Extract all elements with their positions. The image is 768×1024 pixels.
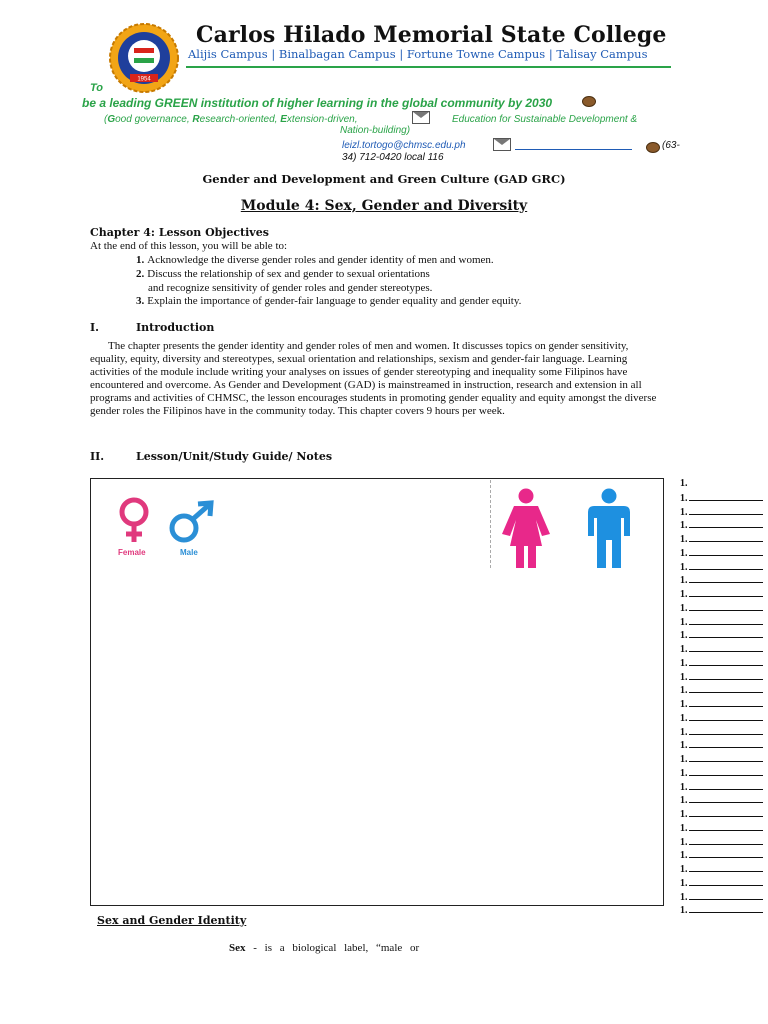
contact-underline bbox=[515, 149, 632, 150]
margin-list-item bbox=[680, 478, 688, 489]
margin-list-number: 1. bbox=[680, 547, 688, 559]
blank-answer-line bbox=[689, 836, 763, 845]
chapter-heading: Chapter 4: Lesson Objectives bbox=[90, 226, 269, 239]
margin-list-number: 1. bbox=[680, 905, 688, 917]
blank-answer-line bbox=[689, 698, 763, 707]
margin-list-item bbox=[680, 753, 763, 765]
margin-list-item bbox=[680, 739, 763, 751]
objective-item: 3. Explain the importance of gender-fair language to gender equality and gender equity. bbox=[136, 295, 522, 307]
blank-answer-line bbox=[689, 684, 763, 693]
margin-list-item bbox=[680, 506, 763, 518]
vision-prefix: To bbox=[90, 82, 104, 94]
margin-list-item bbox=[680, 849, 763, 861]
blank-answer-line bbox=[689, 547, 763, 556]
blank-answer-line bbox=[689, 671, 763, 680]
blank-answer-line bbox=[689, 588, 763, 597]
margin-list-item bbox=[680, 657, 763, 669]
margin-list-number: 1. bbox=[680, 740, 688, 752]
core-values-line: (Good governance, Research-oriented, Extension-driven, bbox=[104, 114, 358, 125]
margin-list-item bbox=[680, 863, 763, 875]
margin-list-number: 1. bbox=[680, 506, 688, 518]
margin-list-item bbox=[680, 602, 763, 614]
introduction-paragraph: The chapter presents the gender identity and gender roles of men and women. It discusses topics on gender sensitivity, equality, equity, diversity and stereotypes, sexual orientation and relationships, sexism and gender-fair language. Learning activities of the module include writing your analyses on issues of gender stereotyping and inequality some Filipinos have encountered and overcome. As Gender and Development (GAD) is mainstreamed in instruction, research and extension in all programs and activities of CHMSC, the lesson encourages students in promoting gender equality and equity amongst the diverse gender roles the Filipinos have in the community today. This chapter covers 9 hours per week. bbox=[90, 340, 657, 418]
margin-list-number: 1. bbox=[680, 767, 688, 779]
margin-list-item bbox=[680, 671, 763, 683]
envelope-icon bbox=[493, 138, 511, 151]
margin-list-number: 1. bbox=[680, 726, 688, 738]
blank-answer-line bbox=[689, 602, 763, 611]
margin-list-item bbox=[680, 904, 763, 916]
margin-list-item bbox=[680, 891, 763, 903]
margin-list-item bbox=[680, 836, 763, 848]
football-icon bbox=[646, 142, 660, 153]
objective-item: 2. Discuss the relationship of sex and gender to sexual orientations bbox=[136, 268, 430, 280]
blank-answer-line bbox=[689, 904, 763, 913]
margin-list-number: 1. bbox=[680, 644, 688, 655]
campus-list: Alijis Campus | Binalbagan Campus | Fortune Towne Campus | Talisay Campus bbox=[188, 47, 648, 61]
blank-answer-line bbox=[689, 891, 763, 900]
margin-list-number: 1. bbox=[680, 877, 688, 889]
margin-list-number: 1. bbox=[680, 712, 688, 724]
college-seal-logo bbox=[108, 22, 180, 94]
sex-definition: Sex - is a biological label, “male or bbox=[229, 942, 420, 954]
margin-list-item bbox=[680, 561, 763, 573]
margin-list-number: 1. bbox=[680, 575, 688, 587]
margin-list-item bbox=[680, 519, 763, 531]
blank-answer-line bbox=[689, 808, 763, 817]
margin-list-number: 1. bbox=[680, 671, 688, 683]
college-name: Carlos Hilado Memorial State College bbox=[196, 22, 667, 48]
blank-answer-line bbox=[689, 849, 763, 858]
blank-answer-line bbox=[689, 519, 763, 528]
blank-answer-line bbox=[689, 629, 763, 638]
margin-list-item bbox=[680, 588, 763, 600]
svg-text:1954: 1954 bbox=[137, 76, 151, 83]
margin-list-number: 1. bbox=[680, 561, 688, 573]
margin-list-number: 1. bbox=[680, 492, 688, 504]
margin-list-number: 1. bbox=[680, 520, 688, 532]
objective-item-continued: and recognize sensitivity of gender roles and gender stereotypes. bbox=[148, 282, 433, 294]
margin-list-item bbox=[680, 767, 763, 779]
female-figure-icon bbox=[500, 488, 552, 574]
margin-list-item bbox=[680, 547, 763, 559]
blank-answer-line bbox=[689, 616, 763, 625]
blank-answer-line bbox=[689, 533, 763, 542]
contact-phone-start: (63- bbox=[662, 140, 680, 151]
blank-answer-line bbox=[689, 492, 763, 501]
margin-list-item bbox=[680, 533, 763, 545]
margin-list-item bbox=[680, 629, 763, 641]
margin-list-item bbox=[680, 781, 763, 793]
margin-list-item bbox=[680, 684, 763, 696]
margin-list-number: 1. bbox=[680, 478, 688, 489]
football-icon bbox=[582, 96, 596, 107]
margin-list-item bbox=[680, 822, 763, 834]
male-symbol-icon bbox=[166, 500, 218, 550]
margin-list-number: 1. bbox=[680, 891, 688, 903]
margin-list-number: 1. bbox=[680, 822, 688, 834]
section-title-introduction: Introduction bbox=[136, 321, 215, 334]
blank-answer-line bbox=[689, 726, 763, 735]
blank-answer-line bbox=[689, 877, 763, 886]
blank-answer-line bbox=[689, 781, 763, 790]
image-divider bbox=[490, 480, 491, 568]
margin-list-number: 1. bbox=[680, 630, 688, 642]
blank-answer-line bbox=[689, 506, 763, 515]
vision-statement: be a leading GREEN institution of higher learning in the global community by 2030 bbox=[82, 96, 553, 110]
male-label: Male bbox=[180, 548, 198, 557]
blank-answer-line bbox=[689, 561, 763, 570]
blank-answer-line bbox=[689, 657, 763, 666]
margin-list-number: 1. bbox=[680, 754, 688, 765]
margin-list-item bbox=[680, 808, 763, 820]
margin-list-number: 1. bbox=[680, 809, 688, 820]
blank-answer-line bbox=[689, 767, 763, 776]
section-number: I. bbox=[90, 321, 99, 334]
margin-list-item bbox=[680, 877, 763, 889]
margin-list-item bbox=[680, 643, 763, 655]
female-label: Female bbox=[118, 548, 146, 557]
margin-list-number: 1. bbox=[680, 781, 688, 793]
margin-list-number: 1. bbox=[680, 602, 688, 614]
blank-answer-line bbox=[689, 753, 763, 762]
blank-answer-line bbox=[689, 739, 763, 748]
section-number: II. bbox=[90, 450, 105, 463]
blank-answer-line bbox=[689, 712, 763, 721]
male-figure-icon bbox=[584, 488, 634, 574]
blank-answer-line bbox=[689, 863, 763, 872]
header-divider bbox=[186, 66, 671, 68]
contact-email[interactable]: leizl.tortogo@chmsc.edu.ph bbox=[342, 140, 466, 151]
blank-answer-line bbox=[689, 643, 763, 652]
margin-list-number: 1. bbox=[680, 589, 688, 600]
margin-list-item bbox=[680, 574, 763, 586]
blank-answer-line bbox=[689, 794, 763, 803]
female-symbol-icon bbox=[114, 497, 154, 549]
section-title-lesson: Lesson/Unit/Study Guide/ Notes bbox=[136, 450, 333, 463]
margin-list-item bbox=[680, 794, 763, 806]
margin-list-number: 1. bbox=[680, 864, 688, 875]
margin-list-item bbox=[680, 698, 763, 710]
margin-list-number: 1. bbox=[680, 699, 688, 710]
module-title: Module 4: Sex, Gender and Diversity bbox=[240, 198, 528, 214]
subsection-heading: Sex and Gender Identity bbox=[97, 914, 247, 927]
envelope-icon bbox=[412, 111, 430, 124]
blank-answer-line bbox=[689, 574, 763, 583]
blank-answer-line bbox=[689, 822, 763, 831]
margin-list-number: 1. bbox=[680, 534, 688, 545]
margin-list-number: 1. bbox=[680, 685, 688, 697]
objectives-intro: At the end of this lesson, you will be able to: bbox=[90, 240, 288, 252]
objective-item: 1. Acknowledge the diverse gender roles and gender identity of men and women. bbox=[136, 254, 494, 266]
margin-list-number: 1. bbox=[680, 836, 688, 848]
margin-list-number: 1. bbox=[680, 616, 688, 628]
margin-list-item bbox=[680, 492, 763, 504]
margin-list-item bbox=[680, 616, 763, 628]
contact-phone: 34) 712-0420 local 116 bbox=[342, 152, 444, 163]
margin-list-number: 1. bbox=[680, 795, 688, 807]
margin-list-item bbox=[680, 712, 763, 724]
core-values-line-2: Education for Sustainable Development & bbox=[452, 114, 638, 125]
margin-list-number: 1. bbox=[680, 850, 688, 862]
course-title: Gender and Development and Green Culture (GAD GRC) bbox=[202, 172, 566, 186]
core-values-line-3: Nation-building) bbox=[340, 125, 411, 136]
margin-list-item bbox=[680, 726, 763, 738]
margin-list-number: 1. bbox=[680, 657, 688, 669]
